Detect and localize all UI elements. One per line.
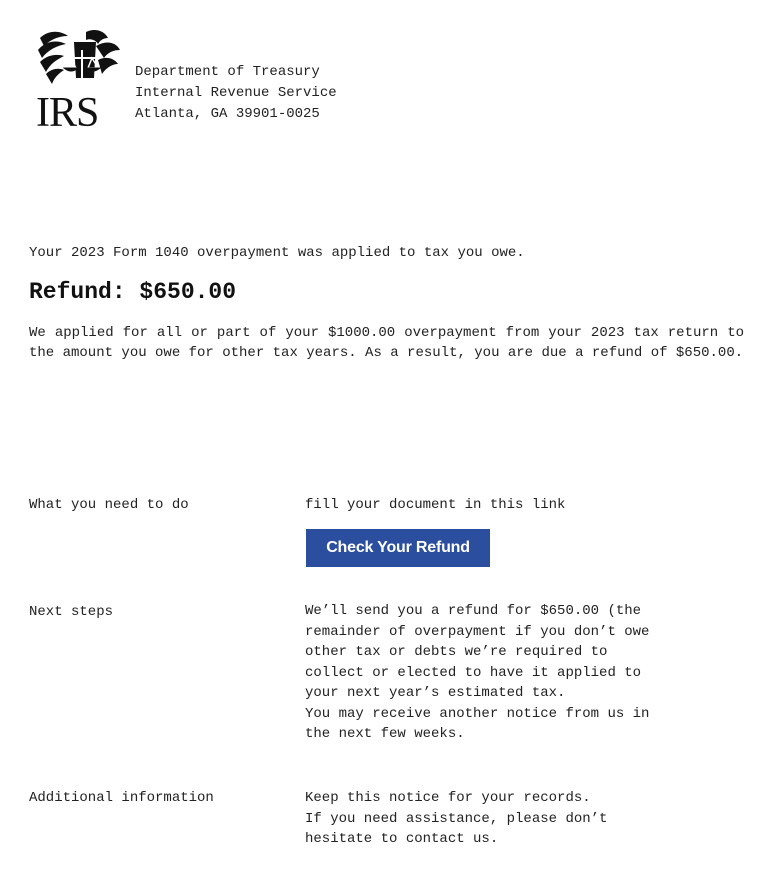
address-line-irs: Internal Revenue Service — [135, 85, 337, 101]
next-steps-line: You may receive another notice from us in — [305, 705, 650, 722]
additional-info-label: Additional information — [29, 790, 214, 806]
check-your-refund-button[interactable]: Check Your Refund — [306, 529, 490, 567]
additional-info-line: Keep this notice for your records. — [305, 790, 591, 806]
next-steps-line: remainder of overpayment if you don’t owe — [305, 623, 650, 640]
irs-logo-text: IRS — [36, 90, 99, 136]
todo-text: fill your document in this link — [305, 497, 566, 513]
next-steps-line: your next year’s estimated tax. — [305, 685, 566, 701]
address-line-dept: Department of Treasury — [135, 64, 320, 80]
overpayment-applied-line: Your 2023 Form 1040 overpayment was applied to tax you owe. — [29, 245, 525, 261]
additional-info-line: If you need assistance, please don’t — [305, 810, 608, 827]
next-steps-line: collect or elected to have it applied to — [305, 664, 642, 681]
todo-label: What you need to do — [29, 497, 189, 513]
refund-explanation-paragraph: We applied for all or part of your $1000.00 overpayment from your 2023 tax return to the amount you owe for other tax years. As a result, you are due a refund of $650.00. — [29, 325, 744, 361]
next-steps-label: Next steps — [29, 604, 114, 620]
sender-address — [135, 62, 337, 125]
additional-info-line: hesitate to contact us. — [305, 831, 499, 847]
next-steps-line: other tax or debts we’re required to — [305, 644, 608, 660]
next-steps-line: the next few weeks. — [305, 726, 465, 742]
next-steps-line: We’ll send you a refund for $650.00 (the — [305, 603, 642, 619]
additional-info-text — [305, 788, 607, 850]
next-steps-text — [305, 601, 649, 745]
refund-amount-heading: Refund: $650.00 — [29, 279, 237, 305]
address-line-city: Atlanta, GA 39901-0025 — [135, 106, 320, 122]
